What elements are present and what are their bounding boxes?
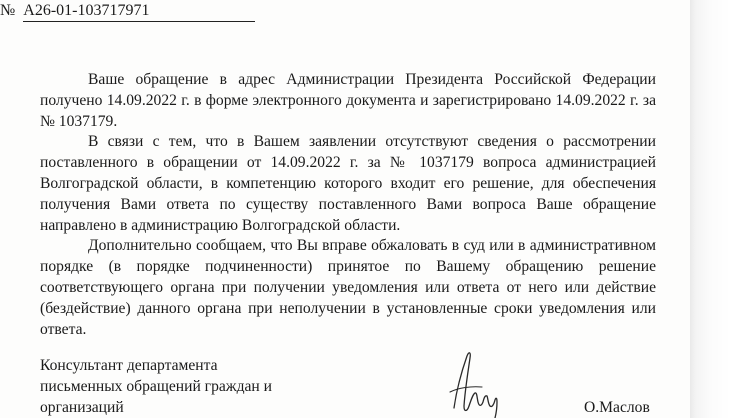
paragraph-receipt: Ваше обращение в адрес Администрации Президента Российской Федерации получено 14.09.2022 г. в форме электронного документа и зарегистрировано 14.09.2022 г. за № 1037179. — [40, 71, 656, 130]
paragraph-redirect: В связи с тем, что в Вашем заявлении отсутствуют сведения о рассмотрении поставленного в обращении от 14.09.2022 г. за № 1037179 вопроса администрацией Волгоградской области, в компетенцию которого входит его решение, для обеспечения получения Вами ответа по существу поставленного Вами вопроса Ваше обращение направлено в администрацию Волгоградской области. — [40, 133, 656, 234]
registration-number-value: А26-01-103717971 — [23, 0, 255, 22]
number-sign: № — [0, 2, 16, 19]
registration-number — [0, 0, 255, 22]
handwritten-signature — [440, 346, 520, 418]
signer-name: О.Маслов — [584, 399, 650, 416]
signer-title — [40, 356, 340, 418]
signer-title-line: письменных обращений граждан и — [40, 377, 273, 395]
paragraph-appeal-rights: Дополнительно сообщаем, что Вы вправе обжаловать в суд или в административном порядке (в порядке подчиненности) принятое по Вашему обращению решение соответствующего органа при получении уведомления или ответа от него или действие (бездействие) данного органа при неполучении в установленные сроки уведомления или ответа. — [40, 237, 656, 338]
signer-title-line: Консультант департамента — [40, 357, 218, 374]
letter-body — [40, 70, 656, 340]
signer-title-line: организаций — [40, 398, 124, 416]
viewer-margin — [690, 0, 730, 418]
